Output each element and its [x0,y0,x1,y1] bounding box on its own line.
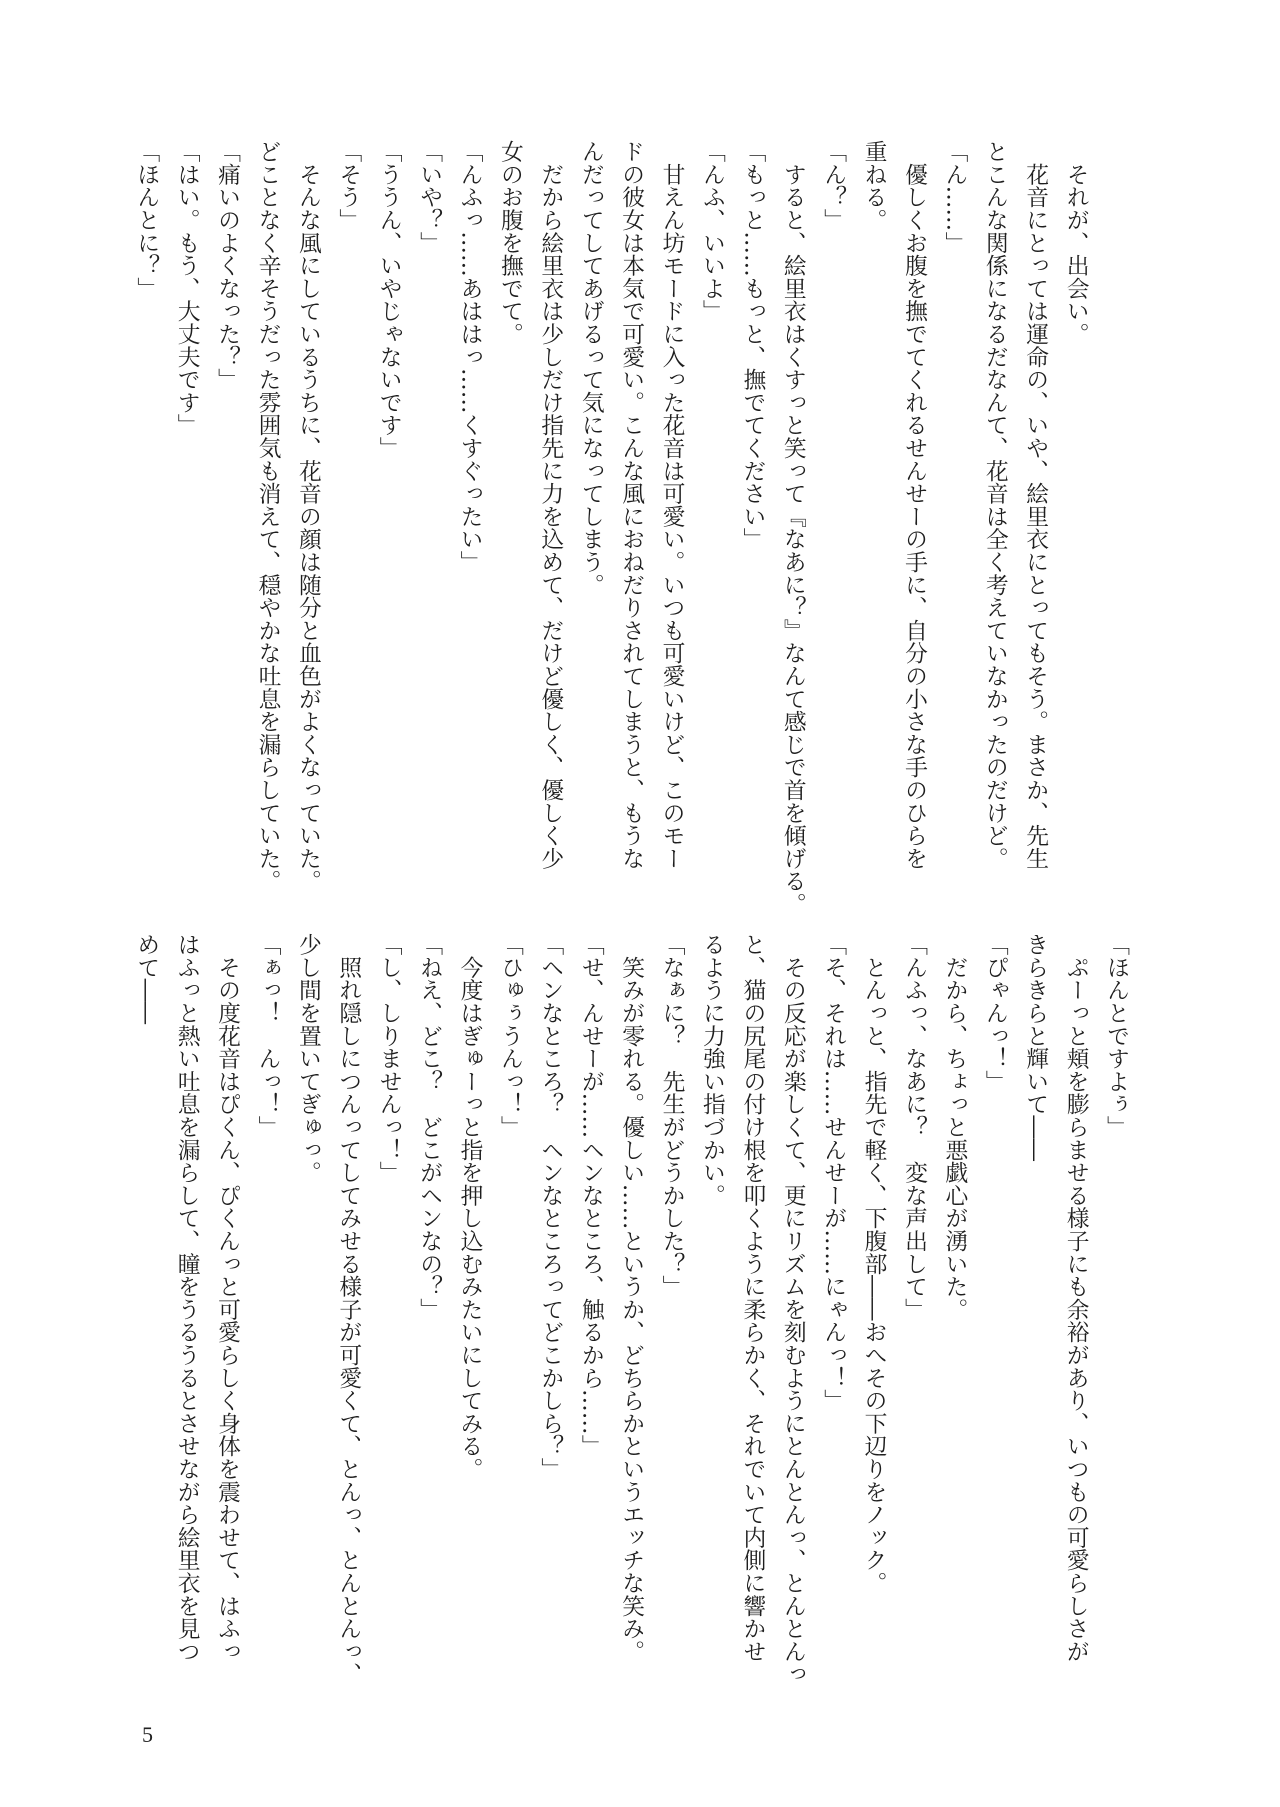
text-line: そんな風にしているうちに、花音の顔は随分と血色がよくなっていた。 [294,140,321,893]
text-line: 「ねえ、どこ？ どこがヘンなの？」 [416,933,443,1321]
text-line: ドの彼女は本気で可愛い。こんな風におねだりされてしまうと、もうな [618,140,645,870]
text-line: 照れ隠しにつんってしてみせる様子が可愛くて、とんっ、とんとんっ、 [335,933,362,1686]
text-line: 「んふ、いいよ」 [698,140,725,323]
text-block-bottom [126,933,1136,1686]
text-line: 「なぁに？ 先生がどうかした？」 [658,933,685,1298]
text-line: 優しくお腹を撫でてくれるせんせーの手に、自分の小さな手のひらを [900,140,927,870]
text-line: 「そ、それは……せんせーが……にゃんっ！」 [820,933,847,1412]
text-line: 「し、しりませんっ！」 [375,933,402,1184]
text-line: 「はい。もう、大丈夫です」 [173,140,200,437]
text-block-top [126,140,1136,916]
text-line: るように力強い指づかい。 [698,933,725,1207]
text-line: その度花音はぴくん、ぴくんっと可愛らしく身体を震わせて、はふっ [214,933,241,1663]
text-line: どことなく辛そうだった雰囲気も消えて、穏やかな吐息を漏らしていた。 [254,140,281,893]
text-line: 「ぴゃんっ！」 [981,933,1008,1093]
text-line: すると、絵里衣はくすっと笑って『なあに？』なんて感じで首を傾げる。 [779,140,806,916]
text-line: 「ううん、いやじゃないです」 [375,140,402,460]
text-line: だから絵里衣は少しだけ指先に力を込めて、だけど優しく、優しく少 [537,140,564,870]
text-line: 重ねる。 [860,140,887,232]
text-line: 「そう」 [335,140,362,232]
text-line: 「いや？」 [416,140,443,254]
text-line: だから、ちょっと悪戯心が湧いた。 [941,933,968,1321]
text-line: とこんな関係になるだなんて、花音は全く考えていなかったのだけど。 [981,140,1008,870]
text-line: 「もっと……もっと、撫でてください」 [739,140,766,551]
text-line: と、猫の尻尾の付け根を叩くように柔らかく、それでいて内側に響かせ [739,933,766,1663]
text-line: 笑みが零れる。優しい……というか、どちらかというエッチな笑み。 [618,933,645,1663]
text-line: めて―― [133,933,160,1025]
text-line: 「ほんとに？」 [133,140,160,300]
text-line: ぷーっと頬を膨らませる様子にも余裕があり、いつもの可愛らしさが [1062,933,1089,1663]
text-line: 「んふっ、なあに？ 変な声出して」 [900,933,927,1321]
text-line: 「ひゅぅうんっ！」 [496,933,523,1139]
text-line: はふっと熱い吐息を漏らして、瞳をうるうるとさせながら絵里衣を見つ [173,933,200,1663]
text-line: 「せ、んせーが……ヘンなところ、触るから……」 [577,933,604,1458]
text-line: とんっと、指先で軽く、下腹部――おへその下辺りをノック。 [860,933,887,1595]
text-line: 甘えん坊モードに入った花音は可愛い。いつも可愛いけど、このモー [658,140,685,870]
page-number: 5 [142,1722,153,1747]
text-line: その反応が楽しくて、更にリズムを刻むようにとんとんっ、とんとんっ [779,933,806,1686]
text-line: きらきらと輝いて―― [1022,933,1049,1161]
text-line: 少し間を置いてぎゅっ。 [294,933,321,1184]
text-line: んだってしてあげるって気になってしまう。 [577,140,604,596]
text-line: 花音にとっては運命の、いや、絵里衣にとってもそう。まさか、先生 [1022,140,1049,870]
text-line: 「ん……」 [941,140,968,254]
text-line: それが、出会い。 [1062,140,1089,346]
text-line: 「痛いのよくなった？」 [214,140,241,391]
text-line: 「んふっ……あははっ……くすぐったい」 [456,140,483,574]
text-line: 「ほんとですよぅ」 [1103,933,1129,1139]
text-line [1096,140,1136,872]
text-line: 「ん？」 [820,140,847,232]
text-line: 「ヘンなところ？ ヘンなところってどこかしら？」 [537,933,564,1481]
text-line: 女のお腹を撫でて。 [496,140,523,346]
text-line: 「ぁっ！ んっ！」 [254,933,281,1139]
text-line: 今度はぎゅーっと指を押し込むみたいにしてみる。 [456,933,483,1481]
